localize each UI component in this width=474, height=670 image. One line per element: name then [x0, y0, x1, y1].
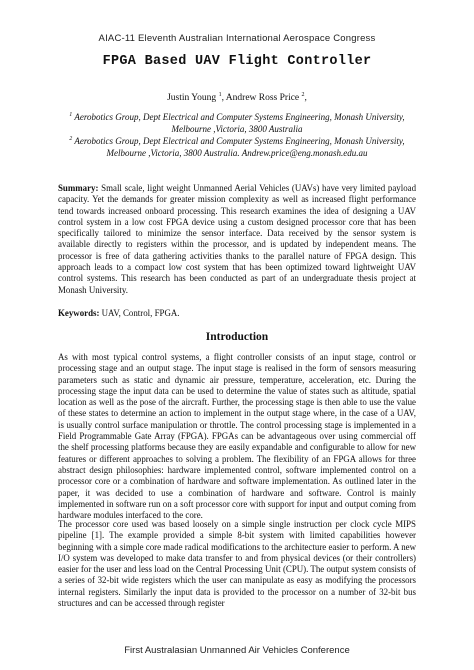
- affiliation-1-mark: 1: [69, 112, 73, 118]
- affiliation-1: [60, 112, 414, 135]
- author-trailing: ,: [304, 93, 307, 103]
- summary-label: Summary:: [58, 183, 99, 193]
- section-heading-introduction: Introduction: [205, 331, 269, 343]
- affiliation-2-mark: 2: [69, 136, 73, 142]
- affiliation-1-text: Aerobotics Group, Dept Electrical and Computer Systems Engineering, Monash University, Melbourne ,Victoria, 3800 Australia: [74, 112, 405, 134]
- author-1: Justin Young: [167, 93, 217, 103]
- running-footer: First Australasian Unmanned Air Vehicles Conference: [124, 645, 350, 656]
- affiliation-2-text: Aerobotics Group, Dept Electrical and Computer Systems Engineering, Monash University, Melbourne ,Victoria, 3800 Australia. Andrew.price@eng.monash.edu.au: [74, 136, 405, 158]
- keywords-text: UAV, Control, FPGA.: [101, 308, 180, 318]
- summary-paragraph: [58, 183, 416, 296]
- summary-text: Small scale, light weight Unmanned Aerial Vehicles (UAVs) have very limited payload capacity. Yet the demands for greater mission complexity as well as increased flight performance tend towards increased onboard processing. This research examines the idea of designing a UAV control system in a low cost FPGA device using a custom designed processor core that has been specifically tailored to minimize the sensor interface. Data received by the sensor system is available directly to registers within the processor, and is updated by independent means. The processor is free of data gathering activities thanks to the parallel nature of FPGA design. This approach leads to a compact low cost system that has been optimized toward lightweight UAV control systems. This research has been conducted as part of an undergraduate thesis project at Monash University.: [58, 183, 417, 295]
- keywords-line: [58, 308, 416, 319]
- keywords-label: Keywords:: [58, 308, 100, 318]
- running-header: AIAC-11 Eleventh Australian International Aerospace Congress: [98, 33, 376, 44]
- paper-title: FPGA Based UAV Flight Controller: [102, 54, 372, 69]
- author-2-affil-mark: 2: [301, 91, 305, 98]
- author-line: [0, 93, 474, 103]
- affiliation-2: [60, 136, 414, 159]
- author-2: Andrew Ross Price: [225, 93, 300, 103]
- author-separator: ,: [221, 93, 226, 103]
- intro-paragraph-1: As with most typical control systems, a flight controller consists of an input stage, control or processing stage and an output stage. The input stage is realised in the form of sensors measuring parameters such as static and dynamic air pressure, temperature, acceleration, etc. During the processing stage the input data can be used to determine the value of states such as altitude, spatial location as well as the pose of the aircraft. Further, the processing stage is then able to use the value of these states to determine an action to implement in the output stage where, in the case of a UAV, is usually control surface manipulation or throttle. The control processing stage is implemented in a Field Programmable Gate Array (FPGA). FPGAs can be advantageous over using commercial off the shelf processing platforms because they are easily expandable and configurable to allow for new features or different approaches to solving a problem. The flexibility of an FPGA allows for three abstract design philosophies: hardware implemented control, software implemented control on a processor core or a combination of hardware and software implementation. As outlined later in the paper, it was decided to use a combination of hardware and software. Control is mainly implemented in software run on a soft processor core with support for input and output coming from hardware modules interfaced to the core.: [58, 352, 416, 521]
- intro-paragraph-2: The processor core used was based loosely on a simple single instruction per clock cycle MIPS pipeline [1]. The example provided a simple 8-bit system with limited capabilities however beginning with a simple core made radical modifications to the architecture easier to perform. A new I/O system was developed to make data transfer to and from physical devices (or their controllers) easier for the user and less load on the Central Processing Unit (CPU). The output system consists of a series of 32-bit wide registers which the user can manipulate as easy as modifying the processors internal registers. Similarly the input data is provided to the processor on a number of 32-bit bus structures and can be accessed through register: [58, 519, 416, 609]
- author-1-affil-mark: 1: [218, 91, 222, 98]
